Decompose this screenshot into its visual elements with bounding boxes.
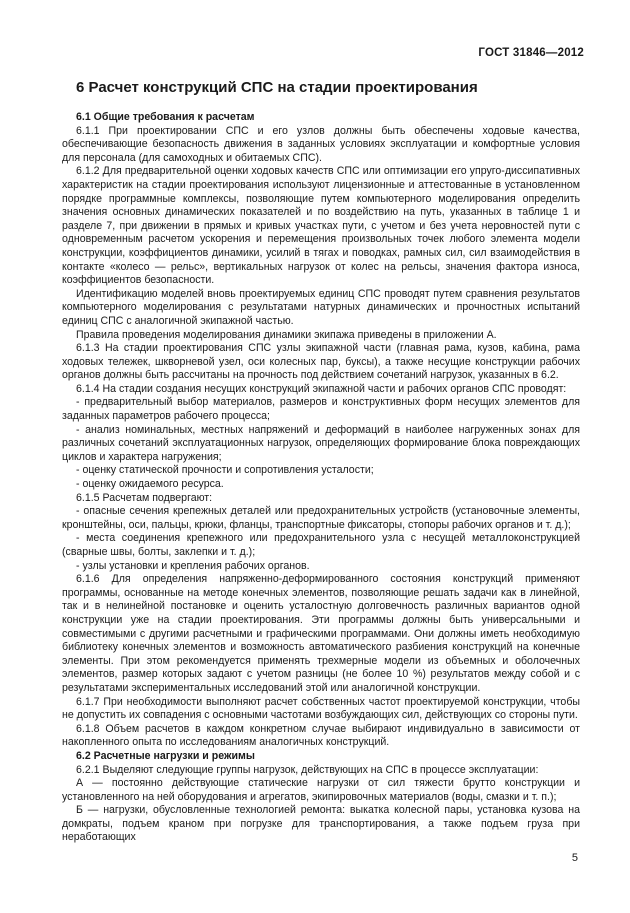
document-body [62,111,580,845]
paragraph: А — постоянно действующие статические нагрузки от сил тяжести брутто конструкции и установленного на ней оборудования и агрегатов, экипировочных материалов (воды, смазки и т. п.); [62,777,580,803]
paragraph: 6.1.7 При необходимости выполняют расчет собственных частот проектируемой конструкции, чтобы не допустить их совпадения с основными частотами возбуждающих сил, действующих со стороны пути. [62,695,580,722]
paragraph: 6.1.6 Для определения напряженно-деформированного состояния конструкций применяют программы, основанные на методе конечных элементов, позволяющие решать задачи как в линейной, так и в нелинейной постановке и оценить усталостную долговечность различных вариантов одной конструкции уже на стадии проектирования. Эти программы должны быть универсальными и совместимыми с другими расчетными и графическими программами. Они должны иметь необходимую библиотеку конечных элементов и возможность автоматического разбиения конструкций на конечные элементы. При этом рекомендуется применять трехмерные модели из объемных и оболочечных элементов, размер которых задают с учетом разницы (не более 10 %) результатов между собой и с результатами экспериментальных исследований этой или аналогичной конструкции. [62,573,580,694]
paragraph: 6.1.8 Объем расчетов в каждом конкретном случае выбирают индивидуально в зависимости от накопленного опыта по исследованиям аналогичных конструкций. [62,722,580,749]
list-item: - оценку ожидаемого ресурса. [76,478,224,491]
paragraph: 6.1.3 На стадии проектирования СПС узлы экипажной части (главная рама, кузов, кабина, рама ходовых тележек, шкворневой узел, оси колесных пар, буксы), а также несущие конструкции рабочих органов должны быть рассчитаны на прочность под действием сочетаний нагрузок, указанных в 6.2. [62,342,580,382]
list-item: - узлы установки и крепления рабочих органов. [76,559,310,572]
section-title: 6 Расчет конструкций СПС на стадии проектирования [76,79,478,96]
subsection-heading: 6.2 Расчетные нагрузки и режимы [76,749,255,762]
paragraph: 6.1.2 Для предварительной оценки ходовых качеств СПС или оптимизации его упруго-диссипативных характеристик на стадии проектирования используют лицензионные и аттестованные в установленном порядке программные комплексы, позволяющие путем компьютерного моделирования определить значения основных динамических показателей и по воздействию на путь, указанных в таблице 1 и разделе 7, при движении в прямых и кривых участках пути, с учетом и без учета неровностей пути с одновременным расчетом ускорения и перемещения произвольных точек любого элемента модели конструкции, коэффициентов динамики, усилий в тягах и поводках, рамных сил, сил взаимодействия в контакте «колесо — рельс», вертикальных нагрузок от колес на рельсы, значения фактора износа, коэффициентов безопасности. [62,165,580,287]
paragraph: 6.1.5 Расчетам подвергают: [76,491,213,504]
list-item: - опасные сечения крепежных деталей или предохранительных устройств (установочные элементы, кронштейны, оси, пальцы, крюки, фланцы, транспортные фиксаторы, стопоры рабочих органов и т. д.); [62,505,580,531]
page-number: 5 [571,852,578,864]
list-item: - оценку статической прочности и сопротивления усталости; [76,464,374,477]
paragraph: Б — нагрузки, обусловленные технологией ремонта: выкатка колесной пары, установка кузова на домкраты, подъем краном при погрузке для транспортирования, а также подъем груза при неработающих [62,804,580,844]
list-item: - предварительный выбор материалов, размеров и конструктивных форм несущих элементов для заданных параметров рабочего процесса; [62,396,580,423]
document-header: ГОСТ 31846—2012 [478,47,584,59]
paragraph: 6.1.1 При проектировании СПС и его узлов должны быть обеспечены ходовые качества, обеспечивающие безопасность движения в заданных условиях эксплуатации и комфортные условия для персонала (для самоходных и обитаемых СПС). [62,124,580,164]
paragraph: Правила проведения моделирования динамики экипажа приведены в приложении А. [76,328,497,341]
paragraph: 6.1.4 На стадии создания несущих конструкций экипажной части и рабочих органов СПС проводят: [76,382,567,395]
paragraph: 6.2.1 Выделяют следующие группы нагрузок, действующих на СПС в процессе эксплуатации: [76,763,539,776]
paragraph: Идентификацию моделей вновь проектируемых единиц СПС проводят путем сравнения результатов компьютерного моделирования с результатами натурных динамических и прочностных испытаний единиц СПС с аналогичной экипажной частью. [62,287,580,327]
list-item: - анализ номинальных, местных напряжений и деформаций в наиболее нагруженных зонах для различных сочетаний эксплуатационных нагрузок, определяющих формирование блока повреждающих циклов и характера нагружения; [62,423,580,463]
subsection-heading: 6.1 Общие требования к расчетам [76,111,255,123]
list-item: - места соединения крепежного или предохранительного узла с несущей металлоконструкцией (сварные швы, болты, заклепки и т. д.); [62,532,580,558]
